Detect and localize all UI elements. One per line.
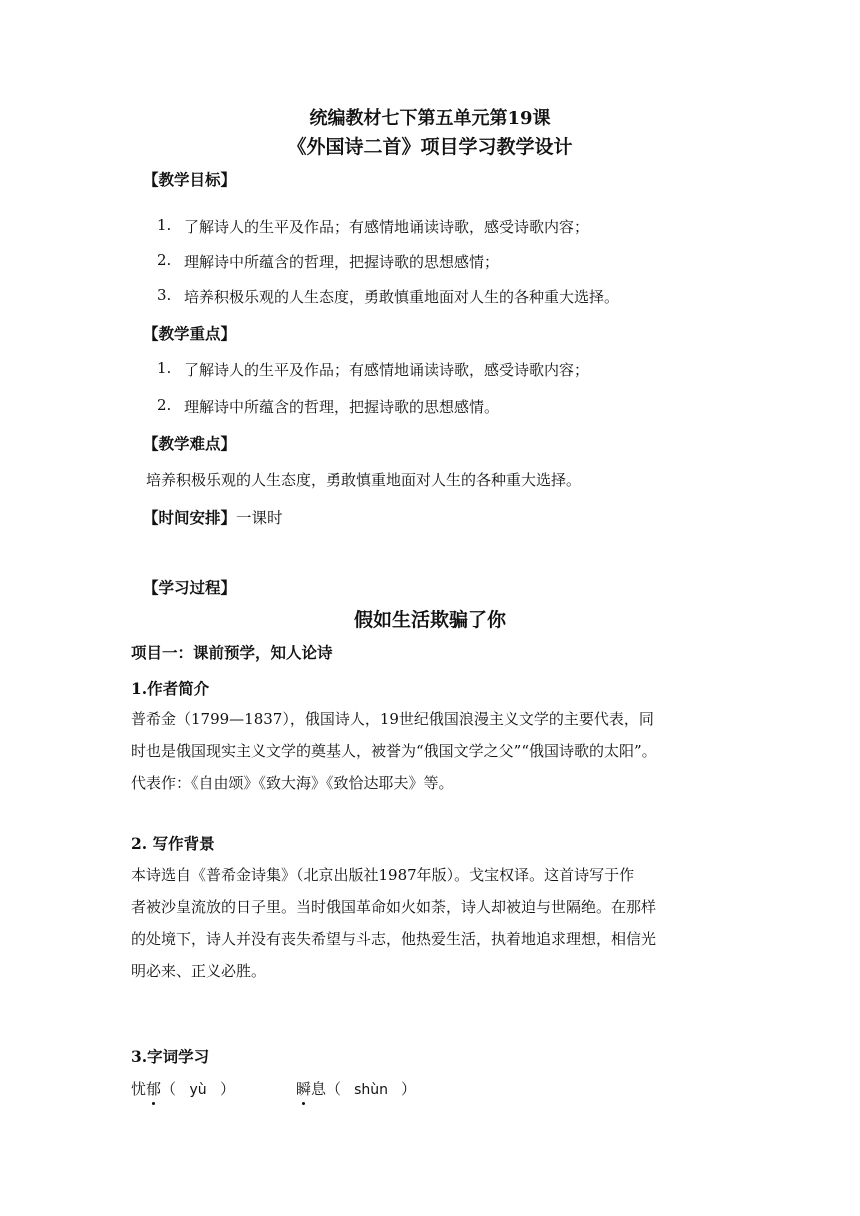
- difficulties-heading: 【教学难点】: [143, 434, 237, 453]
- key-point-text: 理解诗中所蕴含的哲理，把握诗歌的思想感情。: [184, 398, 500, 416]
- background-line: 本诗选自《普希金诗集》（北京出版社1987年版）。戈宝权译。这首诗写于作: [131, 866, 635, 884]
- vocab-open-paren: （: [326, 1080, 342, 1098]
- author-line: 时也是俄国现实主义文学的奠基人，被誉为“俄国文学之父”“俄国诗歌的太阳”。: [131, 742, 657, 760]
- vocab-pinyin: shùn: [354, 1082, 388, 1098]
- background-line: 明必来、正义必胜。: [131, 962, 267, 980]
- objective-num: 1.: [157, 216, 172, 234]
- vocab-open-paren: （: [161, 1080, 177, 1098]
- objectives-heading: 【教学目标】: [143, 170, 237, 189]
- objective-item-3: [157, 286, 619, 307]
- document-title: 统编教材七下第五单元第19课: [309, 108, 551, 129]
- key-point-num: 2.: [157, 396, 172, 414]
- vocab-char: 忧: [131, 1080, 147, 1098]
- vocab-pinyin: yù: [189, 1082, 207, 1098]
- key-points-heading: 【教学重点】: [143, 324, 237, 343]
- background-paragraph: [131, 859, 731, 987]
- schedule-line: [143, 506, 283, 528]
- schedule-value: 一课时: [236, 509, 283, 527]
- vocab-dotted-char: 郁: [146, 1080, 162, 1098]
- vocab-heading: 3.字词学习: [131, 1047, 210, 1066]
- process-heading: 【学习过程】: [143, 578, 237, 597]
- objective-item-1: [157, 216, 589, 237]
- project-one-heading: 项目一：课前预学，知人论诗: [131, 643, 333, 662]
- author-line: 普希金（1799—1837），俄国诗人，19世纪俄国浪漫主义文学的主要代表，同: [131, 710, 654, 728]
- objective-num: 3.: [157, 286, 172, 304]
- author-line: 代表作：《自由颂》《致大海》《致恰达耶夫》等。: [131, 774, 454, 792]
- background-line: 者被沙皇流放的日子里。当时俄国革命如火如荼，诗人却被迫与世隔绝。在那样: [131, 898, 657, 916]
- vocab-char: 息: [311, 1080, 327, 1098]
- author-heading: 1.作者简介: [131, 679, 210, 698]
- poem-title: 假如生活欺骗了你: [353, 609, 506, 631]
- objective-text: 理解诗中所蕴含的哲理，把握诗歌的思想感情；: [184, 253, 500, 271]
- vocab-close-paren: ）: [220, 1080, 236, 1098]
- key-point-text: 了解诗人的生平及作品；有感情地诵读诗歌，感受诗歌内容；: [184, 361, 590, 379]
- objective-text: 了解诗人的生平及作品；有感情地诵读诗歌，感受诗歌内容；: [184, 218, 590, 236]
- background-line: 的处境下，诗人并没有丧失希望与斗志，他热爱生活，执着地追求理想，相信光: [131, 930, 657, 948]
- vocab-item-1: [131, 1078, 235, 1099]
- author-paragraph: [131, 703, 731, 799]
- key-point-item-2: [157, 396, 499, 417]
- objective-item-2: [157, 251, 499, 272]
- background-heading: 2. 写作背景: [131, 834, 215, 853]
- objective-text: 培养积极乐观的人生态度，勇敢慎重地面对人生的各种重大选择。: [184, 288, 620, 306]
- key-point-item-1: [157, 359, 589, 380]
- vocab-close-paren: ）: [401, 1080, 417, 1098]
- difficulties-text: 培养积极乐观的人生态度，勇敢慎重地面对人生的各种重大选择。: [146, 471, 582, 489]
- vocab-item-2: [296, 1078, 416, 1099]
- document-subtitle: 《外国诗二首》项目学习教学设计: [287, 136, 573, 158]
- key-point-num: 1.: [157, 359, 172, 377]
- vocab-dotted-char: 瞬: [296, 1080, 312, 1098]
- objective-num: 2.: [157, 251, 172, 269]
- schedule-heading: 【时间安排】: [143, 508, 237, 527]
